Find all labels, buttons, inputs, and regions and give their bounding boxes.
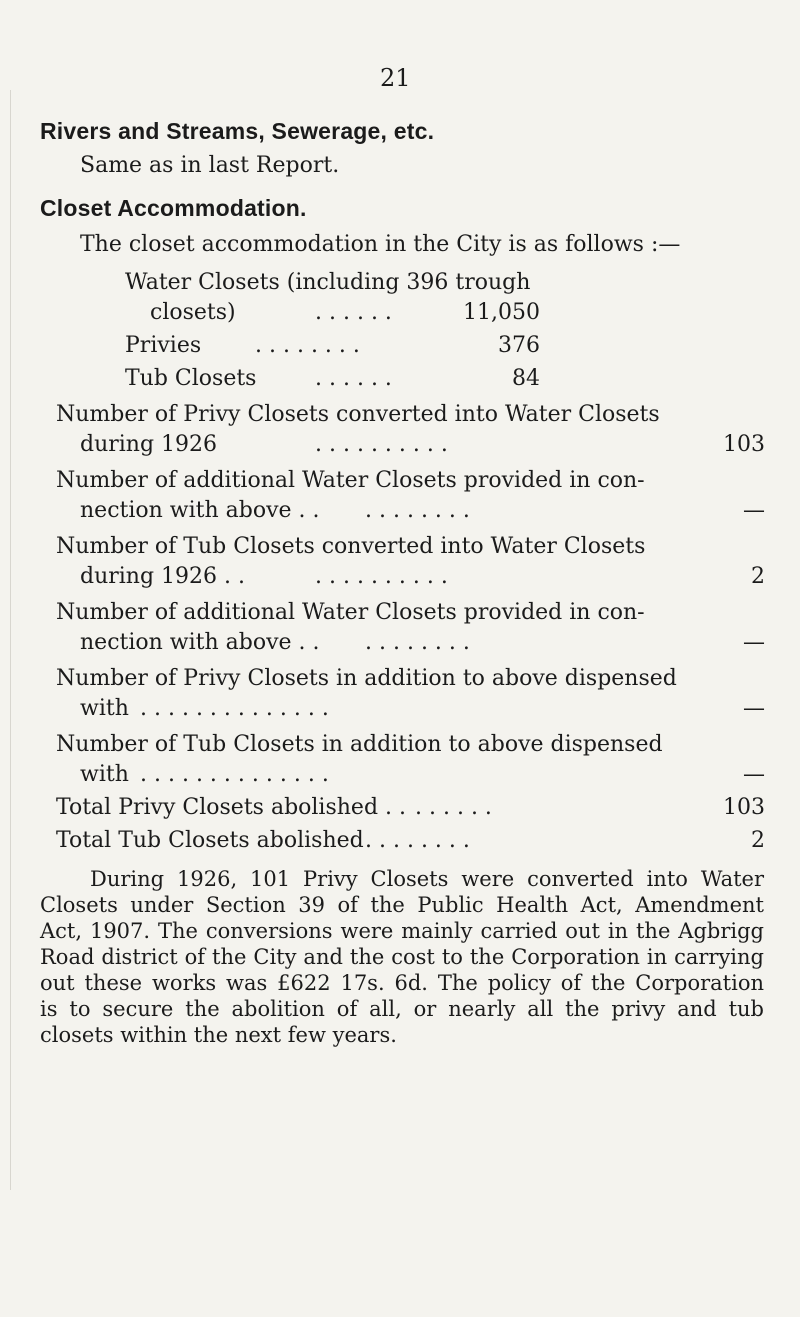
leader-dots: . . . . . . . . . . <box>315 432 448 457</box>
conversion-label: Number of Privy Closets converted into Water Closets <box>56 402 660 427</box>
paragraph-line: is to secure the abolition of all, or nearly all the privy and tub <box>40 997 764 1021</box>
accommodation-row-label: Water Closets (including 396 trough <box>125 270 531 295</box>
conversion-label: Number of additional Water Closets provided in con- <box>56 468 645 493</box>
paragraph-line: out these works was £622 17s. 6d. The policy of the Corporation <box>40 971 764 995</box>
paragraph-line: Act, 1907. The conversions were mainly carried out in the Agbrigg <box>40 919 764 943</box>
closet-heading: Closet Accommodation. <box>40 195 307 221</box>
conversion-value: — <box>743 498 765 523</box>
leader-dots: . . . . . . <box>315 366 392 391</box>
conversion-label-cont: with <box>80 762 129 787</box>
total-value: 103 <box>723 795 765 820</box>
conversion-label-cont: during 1926 . . <box>80 564 246 589</box>
paragraph-line: Road district of the City and the cost to the Corporation in carrying <box>40 945 764 969</box>
conversion-label-cont: with <box>80 696 129 721</box>
conversion-label-cont: nection with above . . <box>80 498 320 523</box>
conversion-value: 103 <box>723 432 765 457</box>
conversion-label: Number of additional Water Closets provided in con- <box>56 600 645 625</box>
leader-dots: . . . . . . <box>315 300 392 325</box>
rivers-text: Same as in last Report. <box>80 153 340 178</box>
total-value: 2 <box>751 828 765 853</box>
conversion-label: Number of Tub Closets converted into Water Closets <box>56 534 646 559</box>
conversion-value: — <box>743 762 765 787</box>
leader-dots: . . . . . . . . <box>365 630 470 655</box>
closet-intro: The closet accommodation in the City is as follows :— <box>80 232 681 257</box>
leader-dots: . . . . . . . . <box>365 498 470 523</box>
paragraph-line: Closets under Section 39 of the Public Health Act, Amendment <box>40 893 764 917</box>
accommodation-value: 84 <box>512 366 540 391</box>
conversion-value: — <box>743 630 765 655</box>
leader-dots: . . . . . . . . . . <box>315 564 448 589</box>
conversion-label-cont: nection with above . . <box>80 630 320 655</box>
closet-paragraph <box>40 866 764 1048</box>
conversion-value: — <box>743 696 765 721</box>
page-margin-rule <box>10 90 11 1190</box>
leader-dots: . . . . . . . . <box>365 828 470 853</box>
accommodation-value: 376 <box>498 333 540 358</box>
page-number: 21 <box>380 64 411 92</box>
leader-dots: . . . . . . <box>415 795 492 820</box>
accommodation-value: 11,050 <box>463 300 540 325</box>
accommodation-row-label: Tub Closets <box>125 366 257 391</box>
leader-dots: . . . . . . . . . . . . . . <box>140 696 329 721</box>
accommodation-row-label-cont: closets) <box>150 300 236 325</box>
leader-dots: . . . . . . . . . . . . . . <box>140 762 329 787</box>
conversion-label: Number of Privy Closets in addition to above dispensed <box>56 666 677 691</box>
accommodation-row-label: Privies <box>125 333 202 358</box>
rivers-heading: Rivers and Streams, Sewerage, etc. <box>40 118 435 144</box>
total-label: Total Tub Closets abolished <box>56 828 364 853</box>
paragraph-line: closets within the next few years. <box>40 1023 397 1047</box>
conversion-value: 2 <box>751 564 765 589</box>
leader-dots: . . . . . . . . <box>255 333 360 358</box>
conversion-label: Number of Tub Closets in addition to above dispensed <box>56 732 663 757</box>
paragraph-line: During 1926, 101 Privy Closets were converted into Water <box>90 867 764 891</box>
total-label: Total Privy Closets abolished . . <box>56 795 407 820</box>
conversion-label-cont: during 1926 <box>80 432 218 457</box>
